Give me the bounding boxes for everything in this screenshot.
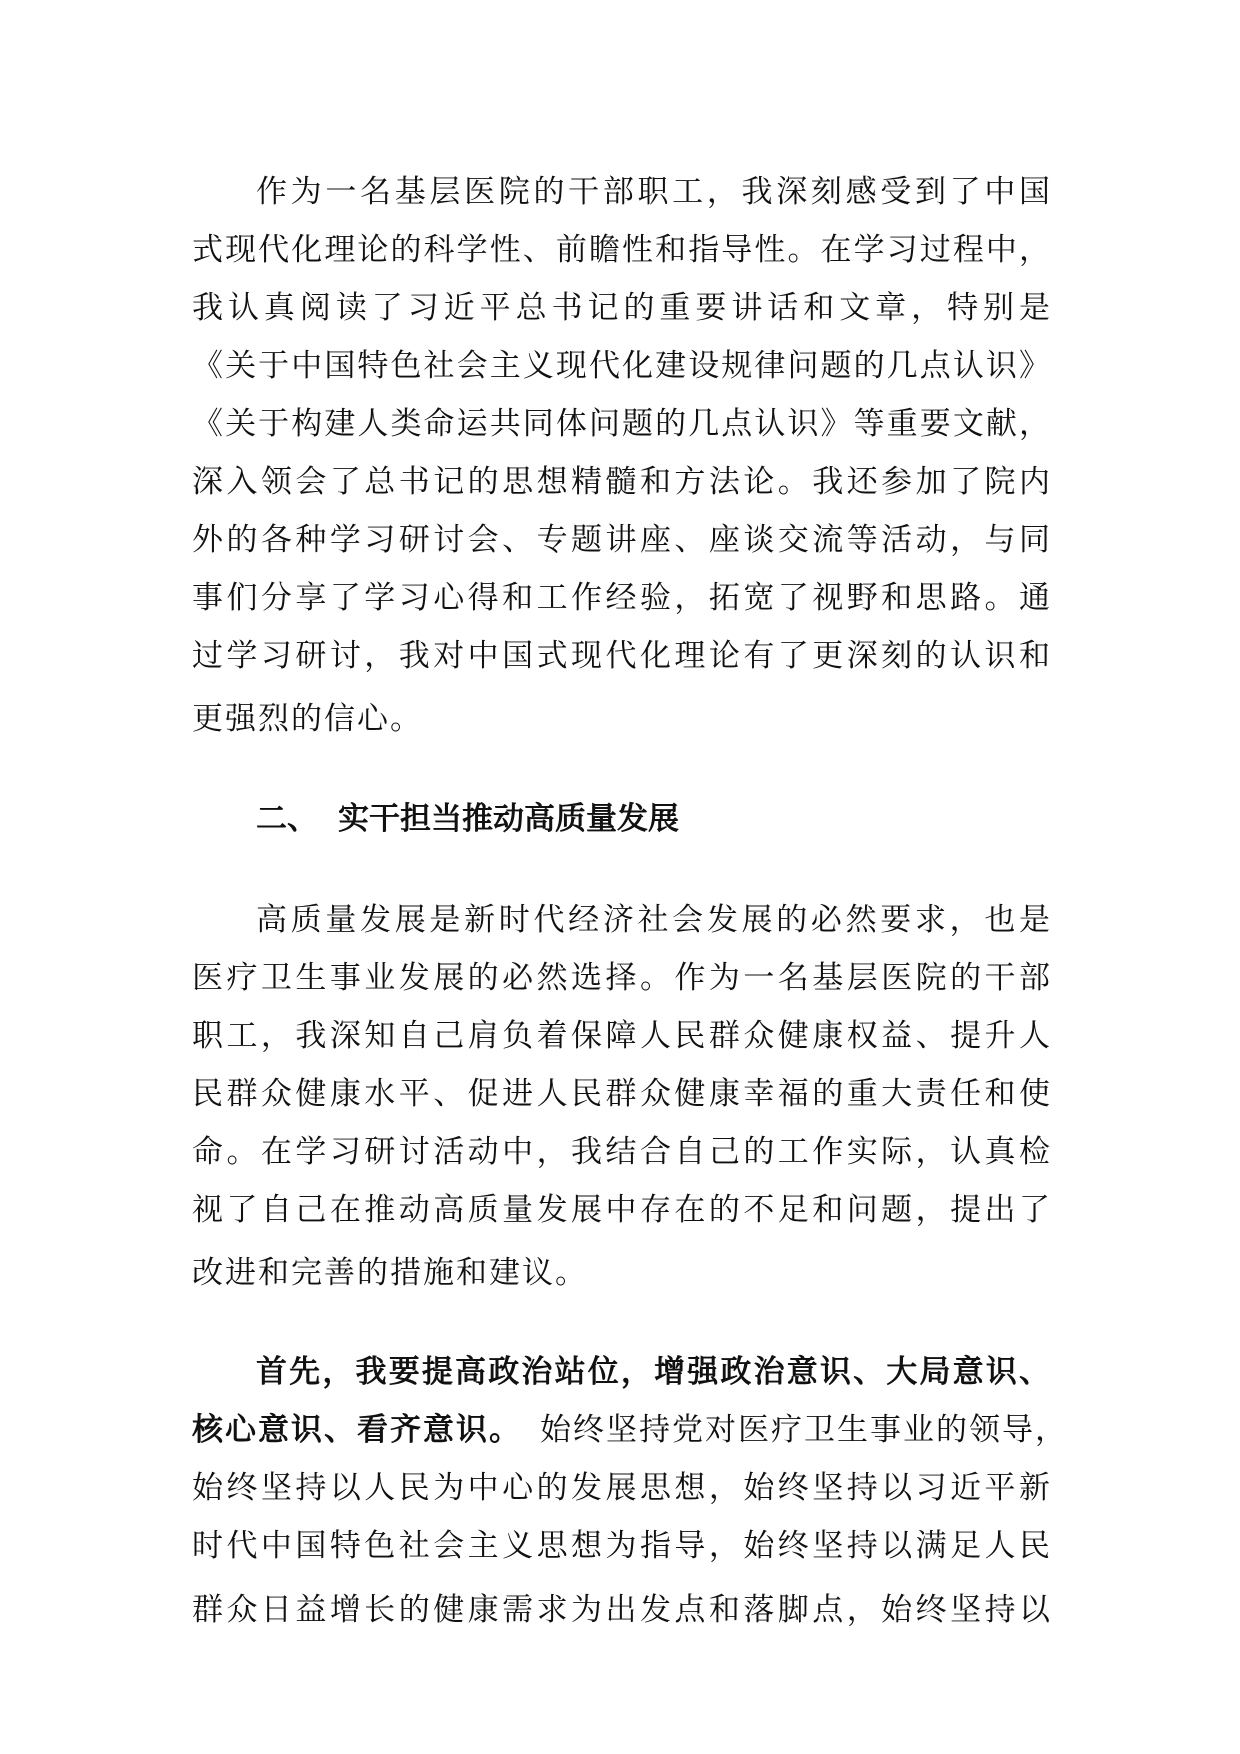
paragraph-line: 职工，我深知自己肩负着保障人民群众健康权益、提升人 [192,1018,1052,1054]
paragraph-line: 作为一名基层医院的干部职工，我深刻感受到了中国 [256,174,1052,210]
paragraph-line: 医疗卫生事业发展的必然选择。作为一名基层医院的干部 [192,960,1052,996]
section-title: 实干担当推动高质量发展 [338,801,679,837]
paragraph-line: 外的各种学习研讨会、专题讲座、座谈交流等活动，与同 [192,522,1052,558]
paragraph-line: 时代中国特色社会主义思想为指导，始终坚持以满足人民 [192,1528,1052,1564]
paragraph-line: 深入领会了总书记的思想精髓和方法论。我还参加了院内 [192,464,1052,500]
paragraph-line [192,1410,1068,1450]
paragraph-line: 改进和完善的措施和建议。 [192,1255,588,1291]
section-number: 二、 [256,801,318,837]
section-heading [256,799,679,839]
bold-lead-sentence: 首先，我要提高政治站位，增强政治意识、大局意识、 [256,1354,1052,1390]
paragraph-line: 《关于构建人类命运共同体问题的几点认识》等重要文献， [192,406,1052,442]
paragraph-line: 命。在学习研讨活动中，我结合自己的工作实际，认真检 [192,1134,1052,1170]
paragraph-line: 民群众健康水平、促进人民群众健康幸福的重大责任和使 [192,1076,1052,1112]
paragraph-line: 更强烈的信心。 [192,701,423,737]
paragraph-line-rest: 始终坚持党对医疗卫生事业的领导， [540,1412,1068,1448]
paragraph-line: 视了自己在推动高质量发展中存在的不足和问题，提出了 [192,1192,1052,1228]
paragraph-line: 过学习研讨，我对中国式现代化理论有了更深刻的认识和 [192,638,1052,674]
paragraph-line: 事们分享了学习心得和工作经验，拓宽了视野和思路。通 [192,580,1052,616]
bold-lead-sentence-end: 核心意识、看齐意识。 [192,1412,522,1448]
paragraph-line: 群众日益增长的健康需求为出发点和落脚点，始终坚持以 [192,1592,1052,1628]
paragraph-line: 式现代化理论的科学性、前瞻性和指导性。在学习过程中， [192,232,1052,268]
paragraph-line: 高质量发展是新时代经济社会发展的必然要求，也是 [256,902,1052,938]
paragraph-line: 《关于中国特色社会主义现代化建设规律问题的几点认识》 [192,348,1052,384]
paragraph-line: 始终坚持以人民为中心的发展思想，始终坚持以习近平新 [192,1470,1052,1506]
paragraph-line: 我认真阅读了习近平总书记的重要讲话和文章，特别是 [192,290,1052,326]
